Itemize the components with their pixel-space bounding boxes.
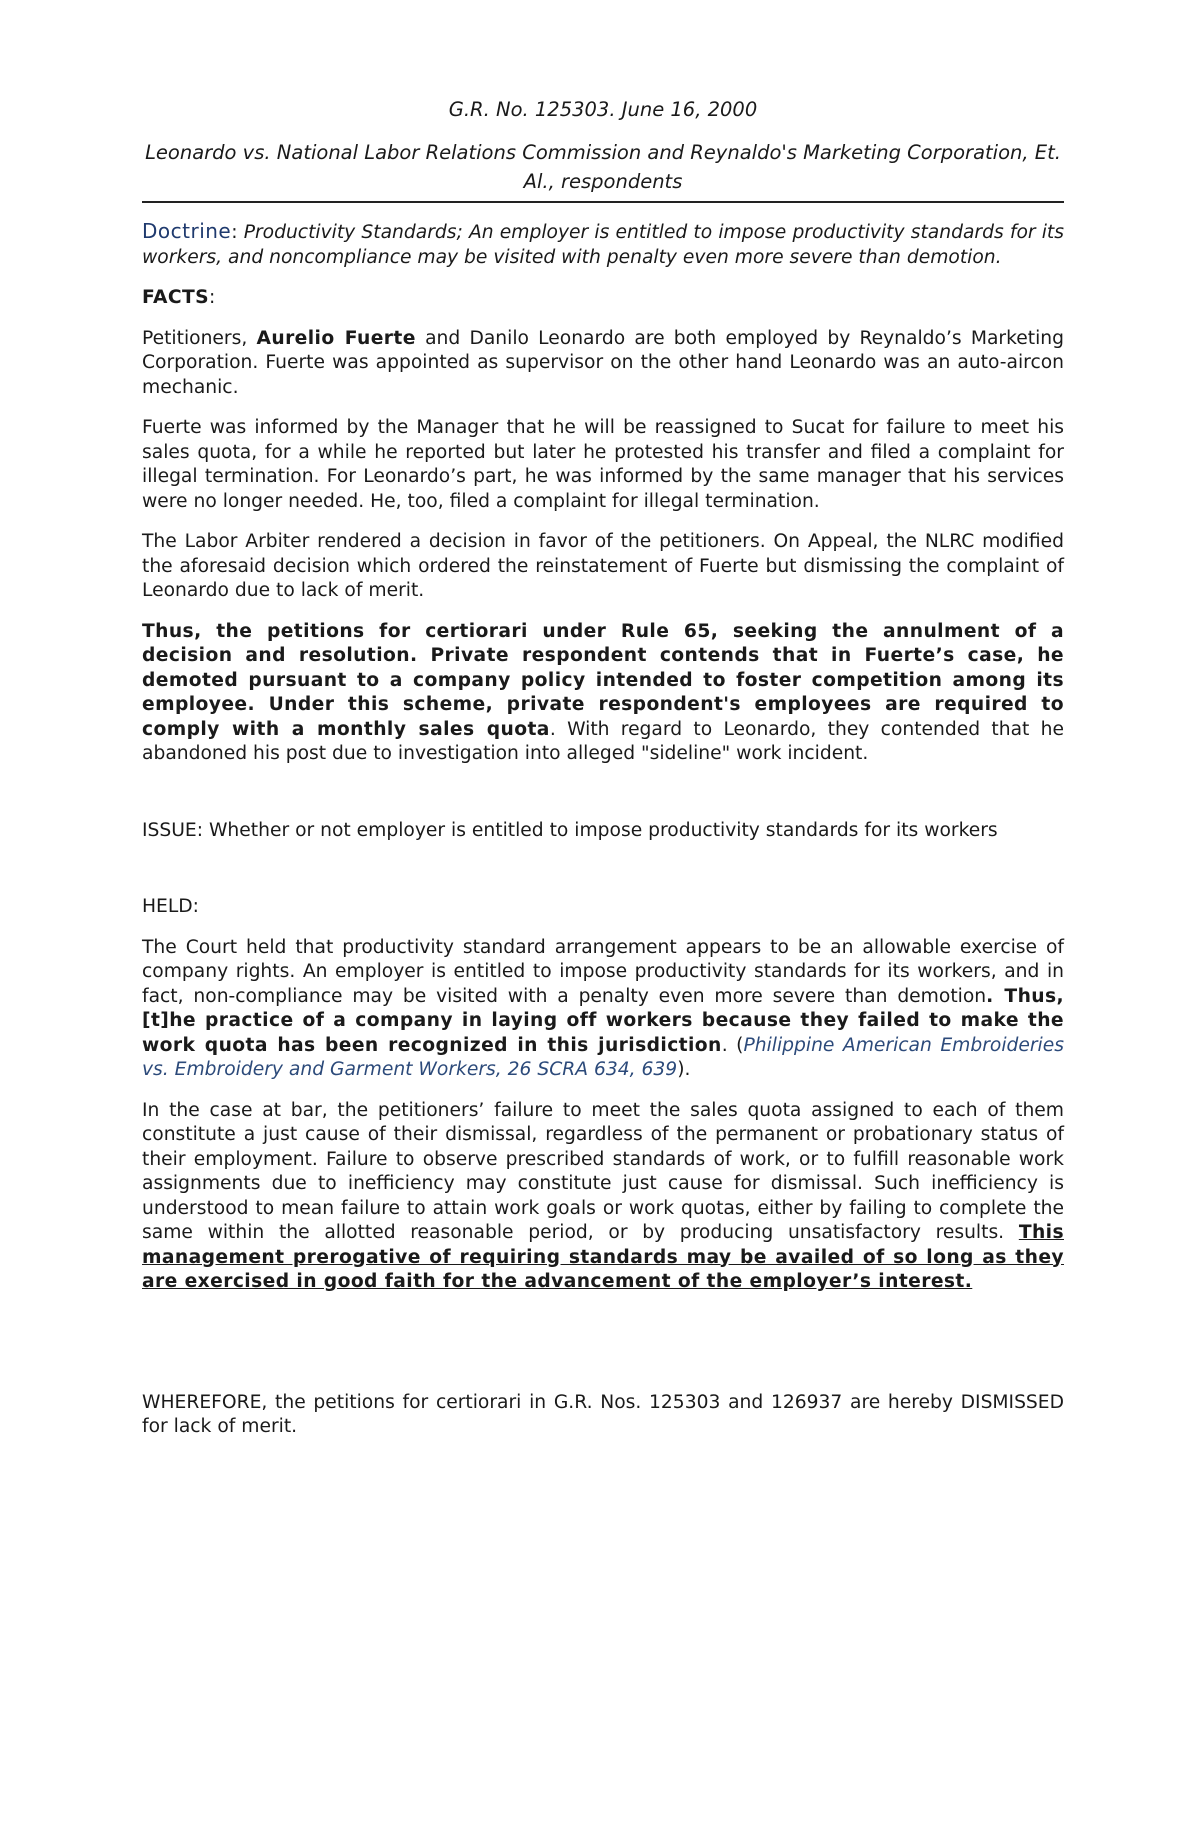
facts-p4-rest: . With regard to Leonardo, they contended that he abandoned his post due to investigation into alleged "sideline" work incident. — [142, 718, 1064, 764]
facts-paragraph-2: Fuerte was informed by the Manager that he will be reassigned to Sucat for failure to meet his sales quota, for a while he reported but later he protested his transfer and filed a complaint for illegal termination. For Leonardo’s part, he was informed by the same manager that his services were no longer needed. He, too, filed a complaint for illegal termination. — [142, 417, 1064, 512]
held-p1-open: . ( — [721, 1034, 744, 1056]
facts-p1-rest: and Danilo Leonardo are both employed by Reynaldo’s Marketing Corporation. Fuerte was appointed as supervisor on the other hand Leonardo was an auto-aircon mechanic. — [142, 327, 1064, 398]
facts-p1-intro: Petitioners, — [142, 327, 257, 349]
doctrine-text: Productivity Standards; An employer is entitled to impose productivity standards for its workers, and noncompliance may be visited with penalty even more severe than demotion. — [142, 222, 1064, 268]
case-number: G.R. No. 125303. June 16, 2000 — [448, 98, 758, 121]
case-citation: Philippine American Embroideries vs. Embroidery and Garment Workers, 26 SCRA 634, 639 — [142, 1034, 1064, 1080]
held-paragraph-2 — [142, 1099, 1064, 1295]
held-p2-text: In the case at bar, the petitioners’ failure to meet the sales quota assigned to each of them constitute a just cause of their dismissal, regardless of the permanent or probationary status of their employment. Failure to observe prescribed standards of work, or to fulfill reasonable work assignments due to inefficiency may constitute just cause for dismissal. Such inefficiency is understood to mean failure to attain work goals or work quotas, either by failing to complete the same within the allotted reasonable period, or by producing unsatisfactory results. — [142, 1099, 1064, 1243]
held-p1-intro: The Court held that productivity standard arrangement appears to be an allowable exercise of company rights. An employer is entitled to impose productivity standards for its workers, and in fact, non-compliance may be visited with a penalty even more severe than demotion — [142, 936, 1064, 1007]
header-divider — [142, 201, 1064, 203]
doctrine-label: Doctrine — [142, 219, 232, 243]
doctrine-separator: : — [231, 222, 238, 243]
facts-paragraph-4 — [142, 620, 1064, 767]
held-p1-bold: Thus, [t]he practice of a company in laying off workers because they failed to make the work quota has been recognized in this jurisdiction — [142, 985, 1065, 1056]
doctrine-paragraph — [142, 219, 1064, 270]
facts-paragraph-3: The Labor Arbiter rendered a decision in favor of the petitioners. On Appeal, the NLRC modified the aforesaid decision which ordered the reinstatement of Fuerte but dismissing the complaint of Leonardo due to lack of merit. — [142, 531, 1064, 601]
petitioner-name: Aurelio Fuerte — [256, 327, 416, 349]
facts-p4-bold: Thus, the petitions for certiorari under Rule 65, seeking the annulment of a decision and resolution. Private respondent contends that in Fuerte’s case, he demoted pursuant to a company policy intended to foster competition among its employee. Under this scheme, private respondent's employees are required to comply with a monthly sales quota — [142, 620, 1064, 740]
facts-colon: : — [209, 287, 216, 308]
held-p2-underlined: This management prerogative of requiring standards may be availed of so long as they are exercised in good faith for the advancement of the employer’s interest. — [142, 1222, 1064, 1292]
facts-label: FACTS — [142, 287, 210, 308]
held-paragraph-1 — [142, 936, 1064, 1083]
facts-heading — [142, 286, 1064, 311]
held-heading: HELD: — [142, 896, 199, 917]
issue-paragraph: ISSUE: Whether or not employer is entitled to impose productivity standards for its workers — [142, 819, 998, 841]
facts-paragraph-1 — [142, 327, 1064, 401]
held-p1-close: ). — [677, 1059, 691, 1080]
case-title: Leonardo vs. National Labor Relations Commission and Reynaldo's Marketing Corporation, Et. Al., respondents — [145, 141, 1061, 193]
document-page — [142, 95, 1064, 1456]
wherefore-paragraph: WHEREFORE, the petitions for certiorari in G.R. Nos. 125303 and 126937 are hereby DISMISSED for lack of merit. — [142, 1391, 1064, 1437]
held-p1-dot: . — [986, 985, 994, 1007]
